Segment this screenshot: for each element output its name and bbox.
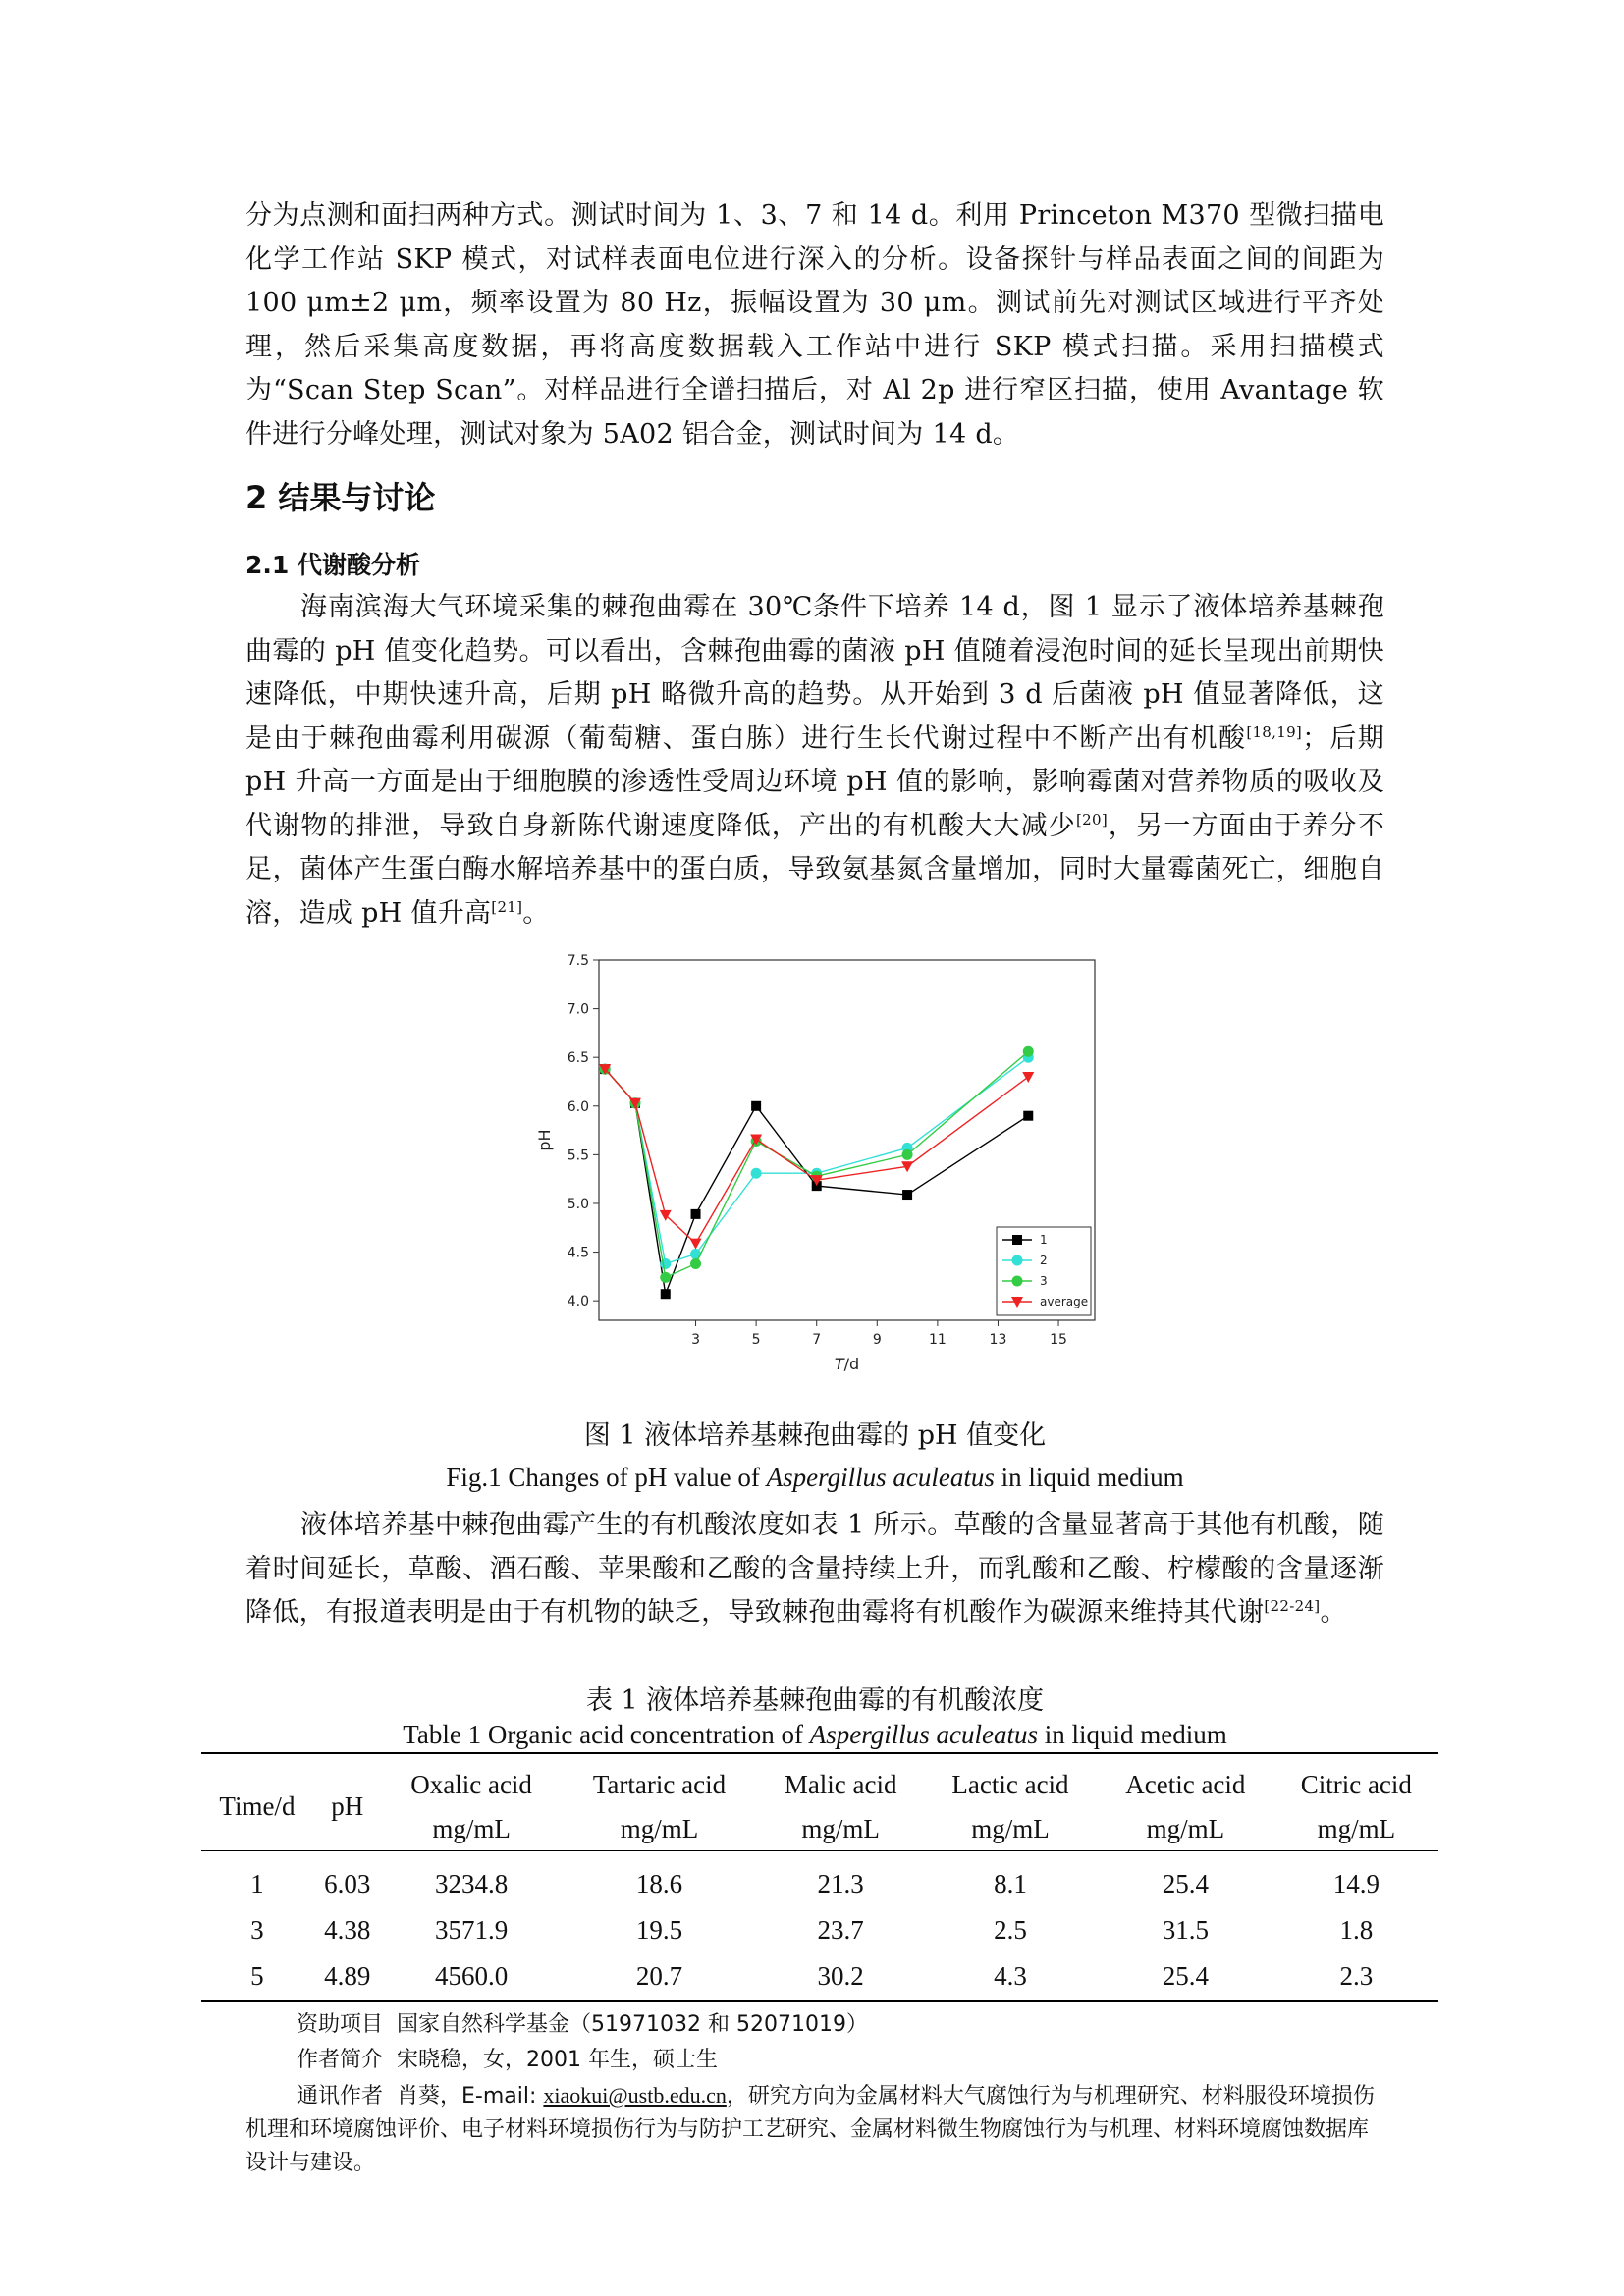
header-unit: mg/mL bbox=[971, 1813, 1050, 1843]
header-unit: mg/mL bbox=[1317, 1813, 1396, 1843]
funding-footnote bbox=[245, 2008, 1384, 2042]
y-tick-label: 5.5 bbox=[567, 1148, 589, 1164]
table-row bbox=[201, 1953, 1438, 2001]
series-line bbox=[605, 1057, 1028, 1263]
x-tick-label: 7 bbox=[812, 1332, 822, 1348]
table-row bbox=[201, 1851, 1438, 1908]
metabolic-acid-paragraph bbox=[245, 586, 1384, 935]
figure-caption-cn: 图 1 液体培养基棘孢曲霉的 pH 值变化 bbox=[583, 1420, 1047, 1451]
data-point bbox=[751, 1101, 761, 1111]
x-axis-label bbox=[835, 1355, 859, 1373]
y-axis-label: pH bbox=[535, 1129, 554, 1151]
footnote-text: 肖葵，E-mail: bbox=[397, 2084, 544, 2109]
data-point bbox=[1023, 1111, 1033, 1121]
organic-acid-paragraph bbox=[245, 1504, 1384, 1635]
table-cell: 1.8 bbox=[1339, 1915, 1374, 1945]
table-cell: 20.7 bbox=[635, 1961, 683, 1991]
citation: [21] bbox=[491, 897, 523, 916]
header-unit: mg/mL bbox=[1146, 1813, 1225, 1843]
header-ph: pH bbox=[313, 1753, 382, 1851]
header-acetic: Acetic acid bbox=[1125, 1769, 1246, 1799]
ph-line-chart bbox=[511, 942, 1119, 1404]
paragraph-text: 。 bbox=[1320, 1597, 1347, 1628]
header-malic: Malic acid bbox=[784, 1769, 897, 1799]
footnote-text: 国家自然科学基金（51971032 和 52071019） bbox=[397, 2012, 868, 2037]
x-tick-label: 9 bbox=[872, 1332, 882, 1348]
series-line bbox=[605, 1069, 1028, 1244]
table-cell: 2.5 bbox=[994, 1915, 1027, 1945]
data-point bbox=[661, 1289, 671, 1299]
species-name: Aspergillus aculeatus bbox=[809, 1720, 1038, 1749]
table-cell: 14.9 bbox=[1332, 1869, 1380, 1898]
table-cell: 4.89 bbox=[324, 1961, 371, 1991]
table-caption-cn: 表 1 液体培养基棘孢曲霉的有机酸浓度 bbox=[585, 1685, 1045, 1716]
legend-label: 3 bbox=[1040, 1274, 1048, 1288]
table-cell: 3571.9 bbox=[434, 1915, 509, 1945]
y-tick-label: 5.0 bbox=[567, 1196, 589, 1212]
data-point bbox=[690, 1249, 701, 1259]
footnote-label: 通讯作者 bbox=[297, 2084, 384, 2109]
table-cell: 19.5 bbox=[635, 1915, 683, 1945]
caption-text: Fig.1 Changes of pH value of bbox=[446, 1463, 767, 1492]
footnote-label: 作者简介 bbox=[297, 2048, 384, 2072]
footnote-text: 宋晓稳，女，2001 年生，硕士生 bbox=[397, 2048, 718, 2072]
series-average bbox=[599, 1064, 1034, 1250]
table-cell: 4.38 bbox=[324, 1915, 371, 1945]
legend-label: average bbox=[1040, 1295, 1089, 1308]
paragraph-text: 液体培养基中棘孢曲霉产生的有机酸浓度如表 1 所示。草酸的含量显著高于其他有机酸，随着时间延长，草酸、酒石酸、苹果酸和乙酸的含量持续上升，而乳酸和乙酸、柠檬酸的含量逐渐降低，有报道表明是由于有机物的缺乏，导致棘孢曲霉将有机酸作为碳源来维持其代谢 bbox=[245, 1510, 1384, 1628]
subsection-heading: 2.1 代谢酸分析 bbox=[245, 551, 420, 579]
data-point bbox=[690, 1258, 701, 1269]
table-cell: 25.4 bbox=[1162, 1869, 1209, 1898]
legend-marker bbox=[1012, 1276, 1023, 1287]
data-point bbox=[660, 1272, 671, 1283]
data-point bbox=[660, 1258, 671, 1269]
table-caption-en bbox=[245, 1720, 1384, 1750]
data-point bbox=[1023, 1046, 1034, 1057]
paragraph-text: 海南滨海大气环境采集的棘孢曲霉在 30℃条件下培养 14 d，图 1 显示了液体培养基棘孢曲霉的 pH 值变化趋势。可以看出，含棘孢曲霉的菌液 pH 值随着浸泡时间的延长呈现出前期快速降低，中期快速升高，后期 pH 略微升高的趋势。从开始到 3 d 后菌液 pH 值显著降低，这是由于棘孢曲霉利用碳源（葡萄糖、蛋白胨）进行生长代谢过程中不断产出有机酸 bbox=[245, 592, 1384, 754]
section-heading: 2 结果与讨论 bbox=[245, 479, 436, 516]
table-cell: 18.6 bbox=[635, 1869, 683, 1898]
y-tick-label: 6.0 bbox=[567, 1098, 589, 1115]
table-cell: 23.7 bbox=[817, 1915, 864, 1945]
x-axis-label-var: T bbox=[834, 1355, 844, 1373]
table-cell: 31.5 bbox=[1162, 1915, 1209, 1945]
x-tick-label: 15 bbox=[1050, 1332, 1067, 1348]
table-cell: 4.3 bbox=[994, 1961, 1027, 1991]
x-tick-label: 5 bbox=[751, 1332, 761, 1348]
figure-caption-en bbox=[245, 1463, 1384, 1493]
paragraph-text: 。 bbox=[522, 897, 550, 929]
series-3 bbox=[600, 1046, 1034, 1283]
citation: [22-24] bbox=[1264, 1597, 1321, 1615]
citation: [20] bbox=[1076, 810, 1108, 828]
table-cell: 21.3 bbox=[817, 1869, 864, 1898]
y-tick-label: 4.0 bbox=[567, 1294, 589, 1310]
caption-text: Table 1 Organic acid concentration of bbox=[403, 1720, 810, 1749]
table-cell: 5 bbox=[250, 1961, 264, 1991]
data-point bbox=[902, 1190, 912, 1200]
table-cell: 25.4 bbox=[1162, 1961, 1209, 1991]
header-unit: mg/mL bbox=[801, 1813, 880, 1843]
y-tick-label: 7.0 bbox=[567, 1001, 589, 1018]
y-tick-label: 4.5 bbox=[567, 1245, 589, 1261]
table-cell: 4560.0 bbox=[434, 1961, 509, 1991]
table-cell: 3 bbox=[250, 1915, 264, 1945]
paragraph-text: ，另一方面由于养分不足，菌体产生蛋白酶水解培养基中的蛋白质，导致氨基氮含量增加，同时大量霉菌死亡，细胞自溶，造成 pH 值升高 bbox=[245, 810, 1384, 929]
table-cell: 30.2 bbox=[817, 1961, 864, 1991]
series-line bbox=[605, 1051, 1028, 1277]
header-unit: mg/mL bbox=[432, 1813, 511, 1843]
data-point bbox=[1022, 1072, 1034, 1083]
corresponding-author-footnote bbox=[245, 2079, 1384, 2180]
header-oxalic: Oxalic acid bbox=[410, 1769, 532, 1799]
legend bbox=[997, 1227, 1091, 1315]
header-time: Time/d bbox=[201, 1753, 313, 1851]
citation: [18,19] bbox=[1246, 722, 1303, 741]
legend-label: 1 bbox=[1040, 1233, 1048, 1247]
x-tick-label: 13 bbox=[989, 1332, 1007, 1348]
table-cell: 6.03 bbox=[324, 1869, 371, 1898]
x-tick-label: 11 bbox=[928, 1332, 947, 1348]
y-tick-label: 6.5 bbox=[567, 1050, 589, 1067]
y-tick-label: 7.5 bbox=[567, 953, 589, 969]
author-footnote bbox=[245, 2044, 1384, 2077]
caption-text: in liquid medium bbox=[1037, 1720, 1227, 1749]
data-point bbox=[902, 1149, 913, 1160]
paragraph-text: ；后期 pH 升高一方面是由于细胞膜的渗透性受周边环境 pH 值的影响，影响霉菌对营养物质的吸收及代谢物的排泄，导致自身新陈代谢速度降低，产出的有机酸大大减少 bbox=[245, 722, 1384, 841]
species-name: Aspergillus aculeatus bbox=[766, 1463, 995, 1492]
header-tartaric: Tartaric acid bbox=[592, 1769, 727, 1799]
table-cell: 8.1 bbox=[994, 1869, 1027, 1898]
table-cell: 1 bbox=[250, 1869, 264, 1898]
x-tick-label: 3 bbox=[691, 1332, 700, 1348]
caption-text: in liquid medium bbox=[994, 1463, 1184, 1492]
table-row bbox=[201, 1907, 1438, 1953]
table-cell: 3234.8 bbox=[434, 1869, 509, 1898]
series-2 bbox=[600, 1052, 1034, 1269]
data-point bbox=[691, 1209, 701, 1219]
legend-label: 2 bbox=[1040, 1254, 1048, 1267]
header-lactic: Lactic acid bbox=[951, 1769, 1069, 1799]
organic-acid-table bbox=[201, 1752, 1438, 2002]
email-link[interactable]: xiaokui@ustb.edu.cn bbox=[543, 2083, 727, 2108]
footnote-text: ，研究方向为金属材料大气腐蚀行为与机理研究、材料服役环境损伤机理和环境腐蚀评价、电子材料环境损伤行为与防护工艺研究、金属材料微生物腐蚀行为与机理、材料环境腐蚀数据库设计与建设。 bbox=[245, 2084, 1375, 2175]
method-paragraph: 分为点测和面扫两种方式。测试时间为 1、3、7 和 14 d。利用 Princeton M370 型微扫描电化学工作站 SKP 模式，对试样表面电位进行深入的分析。设备探针与样品表面之间的间距为 100 μm±2 μm，频率设置为 80 Hz，振幅设置为 30 μm。测试前先对测试区域进行平齐处理，然后采集高度数据，再将高度数据载入工作站中进行 SKP 模式扫描。采用扫描模式为“Scan Step Scan”。对样品进行全谱扫描后，对 Al 2p 进行窄区扫描，使用 Avantage 软件进行分峰处理，测试对象为 5A02 铝合金，测试时间为 14 d。 bbox=[245, 200, 1384, 450]
table-cell: 2.3 bbox=[1339, 1961, 1374, 1991]
legend-marker bbox=[1012, 1235, 1022, 1245]
legend-marker bbox=[1012, 1255, 1023, 1266]
header-citric: Citric acid bbox=[1300, 1769, 1412, 1799]
header-unit: mg/mL bbox=[620, 1813, 699, 1843]
footnote-label: 资助项目 bbox=[297, 2012, 384, 2037]
x-axis-label-unit: /d bbox=[843, 1355, 860, 1373]
data-point bbox=[751, 1168, 762, 1179]
